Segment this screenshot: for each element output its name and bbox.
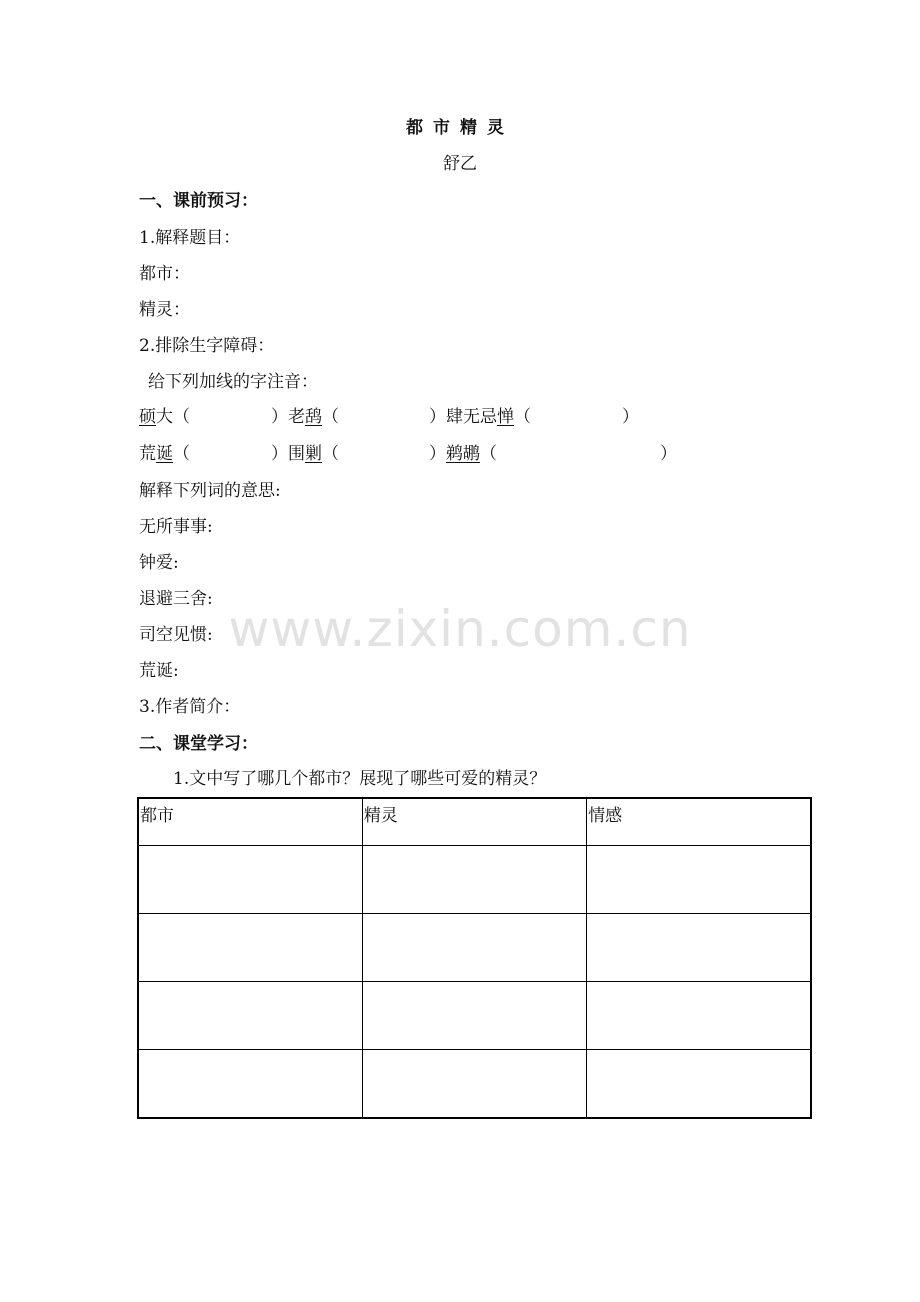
table-cell <box>362 914 586 982</box>
phonetic-item: ）肆无忌惮（ <box>429 407 531 427</box>
table-cell <box>138 1050 362 1119</box>
author-name: 舒乙 <box>443 154 477 174</box>
table-row <box>138 982 811 1050</box>
watermark: www.zixin.com.cn <box>228 600 692 658</box>
define-jingling: 精灵： <box>139 300 190 320</box>
section1-heading: 一、课前预习： <box>139 191 258 211</box>
table-cell <box>138 914 362 982</box>
phonetic-instruction: 给下列加线的字注音： <box>148 372 318 392</box>
table-cell <box>362 982 586 1050</box>
phonetic-item: ）老鸹（ <box>271 407 339 427</box>
table-cell <box>138 846 362 914</box>
vocab-item: 退避三舍: <box>139 589 213 609</box>
header-cell-emotion: 情感 <box>587 798 811 846</box>
table-header-row <box>138 798 811 846</box>
table-cell <box>587 914 811 982</box>
table-cell <box>138 982 362 1050</box>
phonetic-item: 硕大（ <box>139 407 190 427</box>
define-dushi: 都市： <box>139 264 190 284</box>
question-3: 3.作者简介： <box>139 697 241 717</box>
table-row <box>138 914 811 982</box>
vocab-heading: 解释下列词的意思: <box>139 481 281 501</box>
phonetic-item: ）围剿（ <box>271 444 339 464</box>
table-cell <box>587 846 811 914</box>
section2-heading: 二、课堂学习： <box>139 734 258 754</box>
question-1: 1.解释题目： <box>139 228 241 248</box>
phonetic-item: ） <box>622 407 639 427</box>
header-cell-city: 都市 <box>138 798 362 846</box>
table-cell <box>362 846 586 914</box>
vocab-item: 无所事事: <box>139 517 213 537</box>
answer-table <box>137 797 812 1119</box>
vocab-item: 荒诞: <box>139 661 179 681</box>
class-question-1: 1.文中写了哪几个都市？展现了哪些可爱的精灵？ <box>173 769 547 789</box>
vocab-item: 钟爱: <box>139 553 179 573</box>
document-title: 都市精灵 <box>406 118 514 138</box>
table-cell <box>362 1050 586 1119</box>
phonetic-item: 荒诞（ <box>139 444 190 464</box>
table-row <box>138 1050 811 1119</box>
table-row <box>138 846 811 914</box>
question-2: 2.排除生字障碍： <box>139 336 275 356</box>
header-cell-spirit: 精灵 <box>362 798 586 846</box>
phonetic-item: ） <box>660 444 677 464</box>
table-cell <box>587 1050 811 1119</box>
phonetic-item: ）鹈鹕（ <box>429 444 497 464</box>
vocab-item: 司空见惯: <box>139 625 213 645</box>
table-cell <box>587 982 811 1050</box>
